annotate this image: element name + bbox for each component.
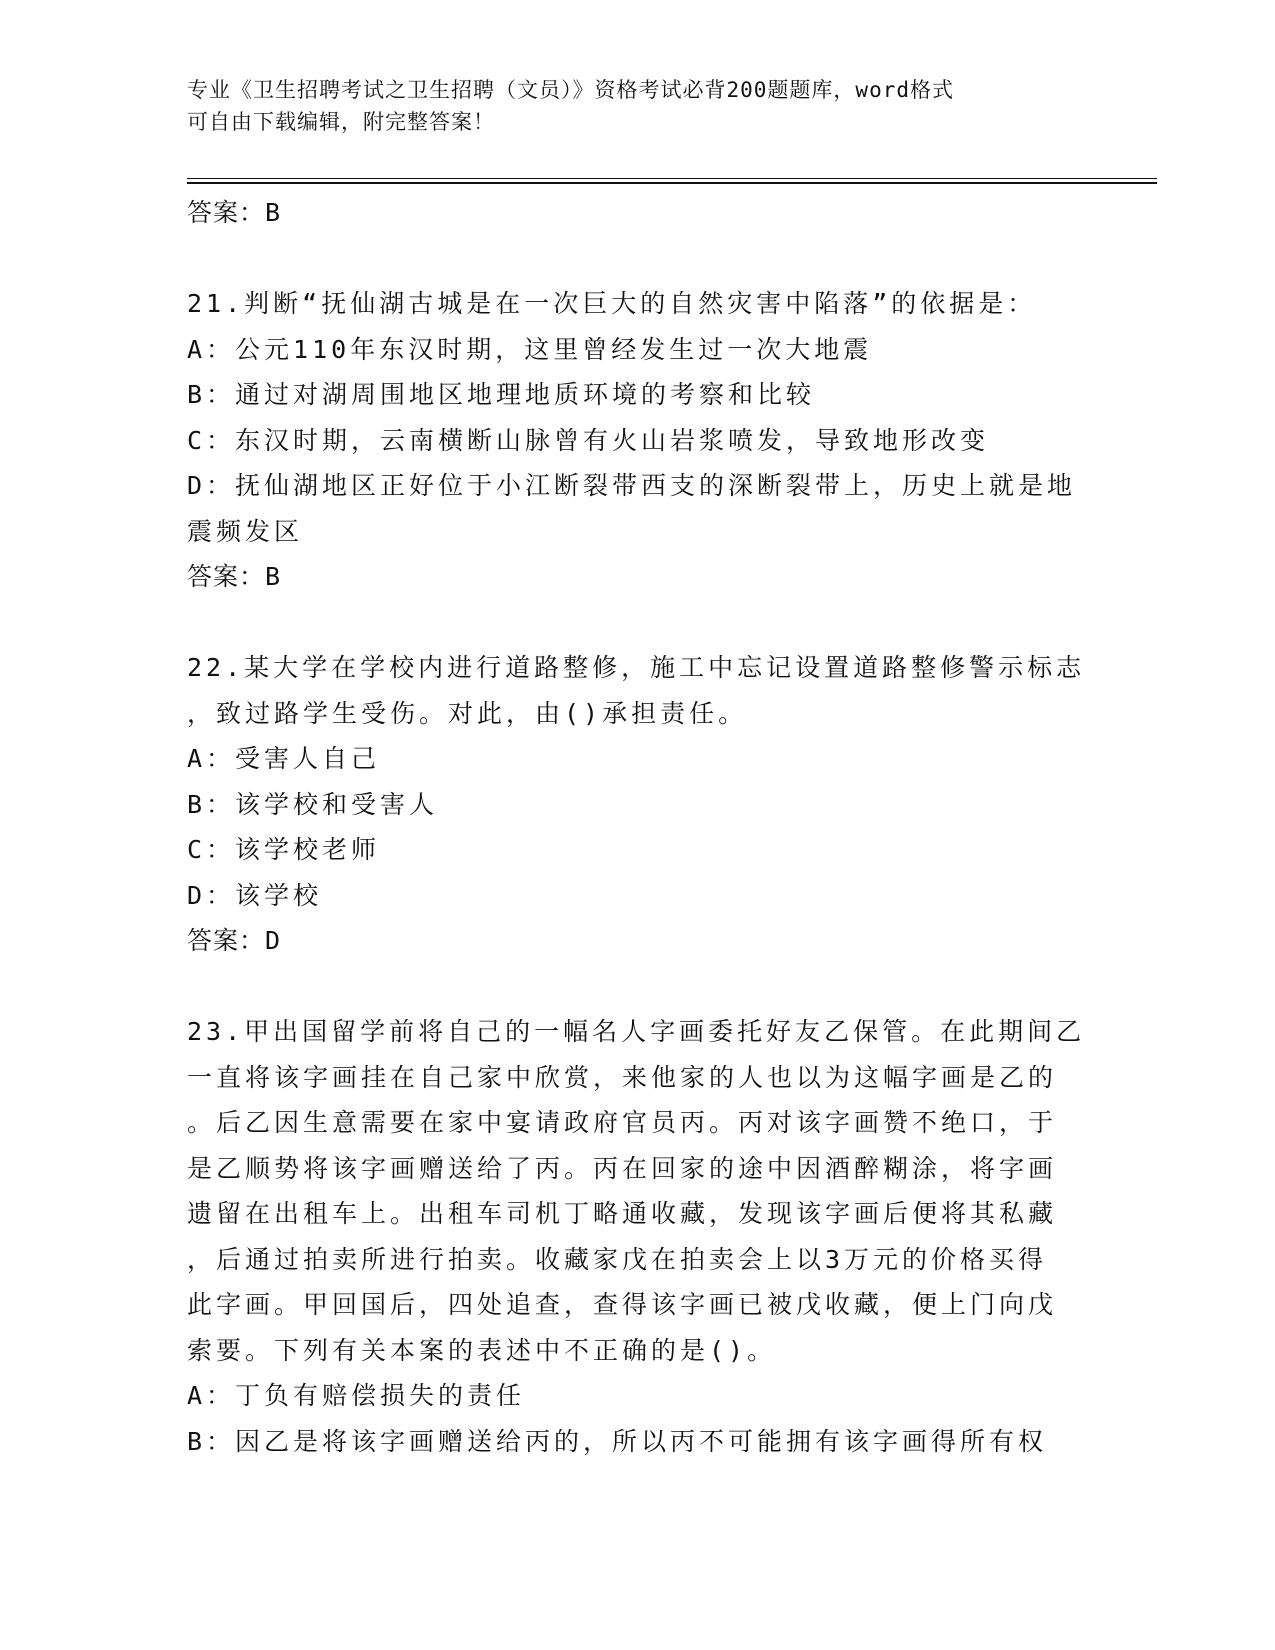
- question-stem: 22.某大学在学校内进行道路整修，施工中忘记设置道路整修警示标志: [187, 653, 1086, 682]
- spacer: [187, 236, 1087, 282]
- option-b: B：因乙是将该字画赠送给丙的，所以丙不可能拥有该字画得所有权: [187, 1426, 1048, 1456]
- question-stem-continued: 。后乙因生意需要在家中宴请政府官员丙。丙对该字画赞不绝口，于: [187, 1108, 1058, 1137]
- question-stem-continued: 此字画。甲回国后，四处追查，查得该字画已被戊收藏，便上门向戊: [187, 1290, 1058, 1319]
- document-body: [187, 190, 1087, 1464]
- header-divider-thin: [187, 178, 1157, 179]
- option-a: A：受害人自己: [187, 744, 381, 773]
- option-d: D：抚仙湖地区正好位于小江断裂带西支的深断裂带上，历史上就是地: [187, 471, 1077, 500]
- question-stem-continued: 是乙顺势将该字画赠送给了丙。丙在回家的途中因酒醉糊涂，将字画: [187, 1153, 1058, 1183]
- header-divider-thick: [187, 182, 1157, 184]
- answer-line: 答案：B: [187, 198, 282, 227]
- option-c: C：该学校老师: [187, 835, 381, 864]
- option-a: A：丁负有赔偿损失的责任: [187, 1381, 526, 1410]
- question-stem: 23.甲出国留学前将自己的一幅名人字画委托好友乙保管。在此期间乙: [187, 1017, 1086, 1046]
- document-header: [187, 74, 1067, 138]
- answer-line: 答案：B: [187, 562, 282, 591]
- question-stem-continued: ，后通过拍卖所进行拍卖。收藏家戊在拍卖会上以3万元的价格买得: [187, 1244, 1048, 1274]
- header-line-1: 专业《卫生招聘考试之卫生招聘（文员）》资格考试必背200题题库，word格式: [187, 78, 954, 102]
- option-c: C：东汉时期，云南横断山脉曾有火山岩浆喷发，导致地形改变: [187, 425, 990, 455]
- question-22: [187, 645, 1087, 964]
- question-21: [187, 281, 1087, 600]
- question-stem-continued: 一直将该字画挂在自己家中欣赏，来他家的人也以为这幅字画是乙的: [187, 1062, 1058, 1092]
- spacer: [187, 964, 1087, 1010]
- question-stem: 21.判断“抚仙湖古城是在一次巨大的自然灾害中陷落”的依据是：: [187, 289, 1037, 318]
- option-b: B：通过对湖周围地区地理地质环境的考察和比较: [187, 380, 816, 409]
- answer-line: 答案：D: [187, 926, 282, 955]
- question-stem-continued: 索要。下列有关本案的表述中不正确的是()。: [187, 1335, 777, 1365]
- question-stem-continued: ，致过路学生受伤。对此，由()承担责任。: [187, 698, 748, 728]
- spacer: [187, 600, 1087, 646]
- header-line-2: 可自由下载编辑，附完整答案！: [187, 110, 495, 134]
- option-d-continued: 震频发区: [187, 516, 304, 546]
- option-d: D：该学校: [187, 880, 323, 910]
- option-b: B：该学校和受害人: [187, 789, 439, 819]
- question-23: [187, 1009, 1087, 1464]
- question-stem-continued: 遗留在出租车上。出租车司机丁略通收藏，发现该字画后便将其私藏: [187, 1199, 1058, 1228]
- option-a: A：公元110年东汉时期，这里曾经发生过一次大地震: [187, 334, 873, 364]
